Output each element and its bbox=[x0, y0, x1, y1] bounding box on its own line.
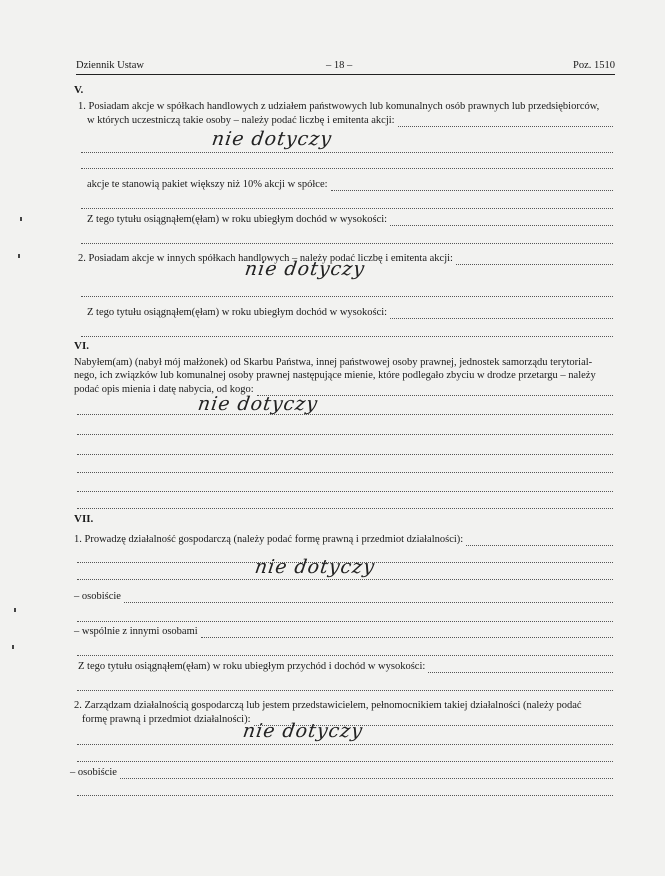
dotted-line bbox=[74, 479, 613, 492]
v-q1-line1: 1. Posiadam akcje w spółkach handlowych z udziałem państwowych lub komunalnych osób prawnych lub przedsiębiorców, bbox=[78, 101, 600, 112]
dotted-line bbox=[74, 442, 613, 455]
handwritten-answer: nie dotyczy bbox=[243, 258, 367, 280]
scan-mark bbox=[20, 217, 22, 221]
v-q1-answer-line bbox=[78, 140, 613, 153]
vi-line1: Nabyłem(am) (nabył mój małżonek) od Skarbu Państwa, innej państwowej osoby prawnej, jednostek samorządu terytorial- bbox=[74, 357, 593, 368]
dotted-line bbox=[78, 231, 613, 244]
scan-mark bbox=[18, 254, 20, 258]
v-q2: 2. Posiadam akcje w innych spółkach handlowych – należy podać liczbę i emitenta akcji: bbox=[78, 252, 613, 265]
dotted-line bbox=[74, 783, 613, 796]
dotted-line bbox=[74, 496, 613, 509]
v-q1-income: Z tego tytułu osiągnąłem(ęłam) w roku ubiegłym dochód w wysokości: bbox=[87, 213, 613, 226]
section-vii-title: VII. bbox=[74, 513, 94, 525]
scan-mark bbox=[14, 608, 16, 612]
vii-personally: – osobiście bbox=[74, 590, 613, 603]
dotted-line bbox=[74, 678, 613, 691]
dotted-line bbox=[74, 643, 613, 656]
handwritten-answer: nie dotyczy bbox=[210, 128, 334, 150]
v-q1-share: akcje te stanowią pakiet większy niż 10% akcji w spółce: bbox=[87, 178, 613, 191]
vii-q2-personally: – osobiście bbox=[70, 766, 613, 779]
vi-line2: nego, ich związków lub komunalnej osoby prawnej następujące mienie, które podlegało zbyciu w drodze przetargu – należy bbox=[74, 370, 596, 381]
position-number: Poz. 1510 bbox=[573, 60, 615, 71]
handwritten-answer: nie dotyczy bbox=[253, 556, 377, 578]
dotted-line bbox=[74, 749, 613, 762]
vii-jointly: – wspólnie z innymi osobami bbox=[74, 625, 613, 638]
vii-q2-line2: formę prawną i przedmiot działalności): bbox=[82, 713, 613, 726]
vii-income: Z tego tytułu osiągnąłem(ęłam) w roku ubiegłym przychód i dochód w wysokości: bbox=[78, 660, 613, 673]
handwritten-answer: nie dotyczy bbox=[241, 720, 365, 742]
dotted-line bbox=[78, 196, 613, 209]
dotted-line bbox=[78, 284, 613, 297]
dotted-line bbox=[78, 156, 613, 169]
dotted-line bbox=[78, 324, 613, 337]
vii-q2-line1: 2. Zarządzam działalnością gospodarczą lub jestem przedstawicielem, pełnomocnikiem takiej działalności (należy podać bbox=[74, 700, 582, 711]
dotted-line bbox=[74, 402, 613, 415]
section-vi-title: VI. bbox=[74, 340, 89, 352]
dotted-line bbox=[74, 422, 613, 435]
page-number: – 18 – bbox=[326, 60, 353, 71]
v-q1-line2: w których uczestniczą takie osoby – należy podać liczbę i emitenta akcji: bbox=[87, 114, 613, 127]
vi-line3: podać opis mienia i datę nabycia, od kogo: bbox=[74, 383, 613, 396]
page-header bbox=[76, 60, 615, 75]
scan-mark bbox=[12, 645, 14, 649]
section-v-title: V. bbox=[74, 84, 84, 96]
journal-name: Dziennik Ustaw bbox=[76, 60, 144, 71]
dotted-line bbox=[74, 567, 613, 580]
handwritten-answer: nie dotyczy bbox=[196, 393, 320, 415]
dotted-line bbox=[74, 609, 613, 622]
v-q2-income: Z tego tytułu osiągnąłem(ęłam) w roku ubiegłym dochód w wysokości: bbox=[87, 306, 613, 319]
vii-q1: 1. Prowadzę działalność gospodarczą (należy podać formę prawną i przedmiot działalności): bbox=[74, 533, 613, 546]
dotted-line bbox=[74, 460, 613, 473]
